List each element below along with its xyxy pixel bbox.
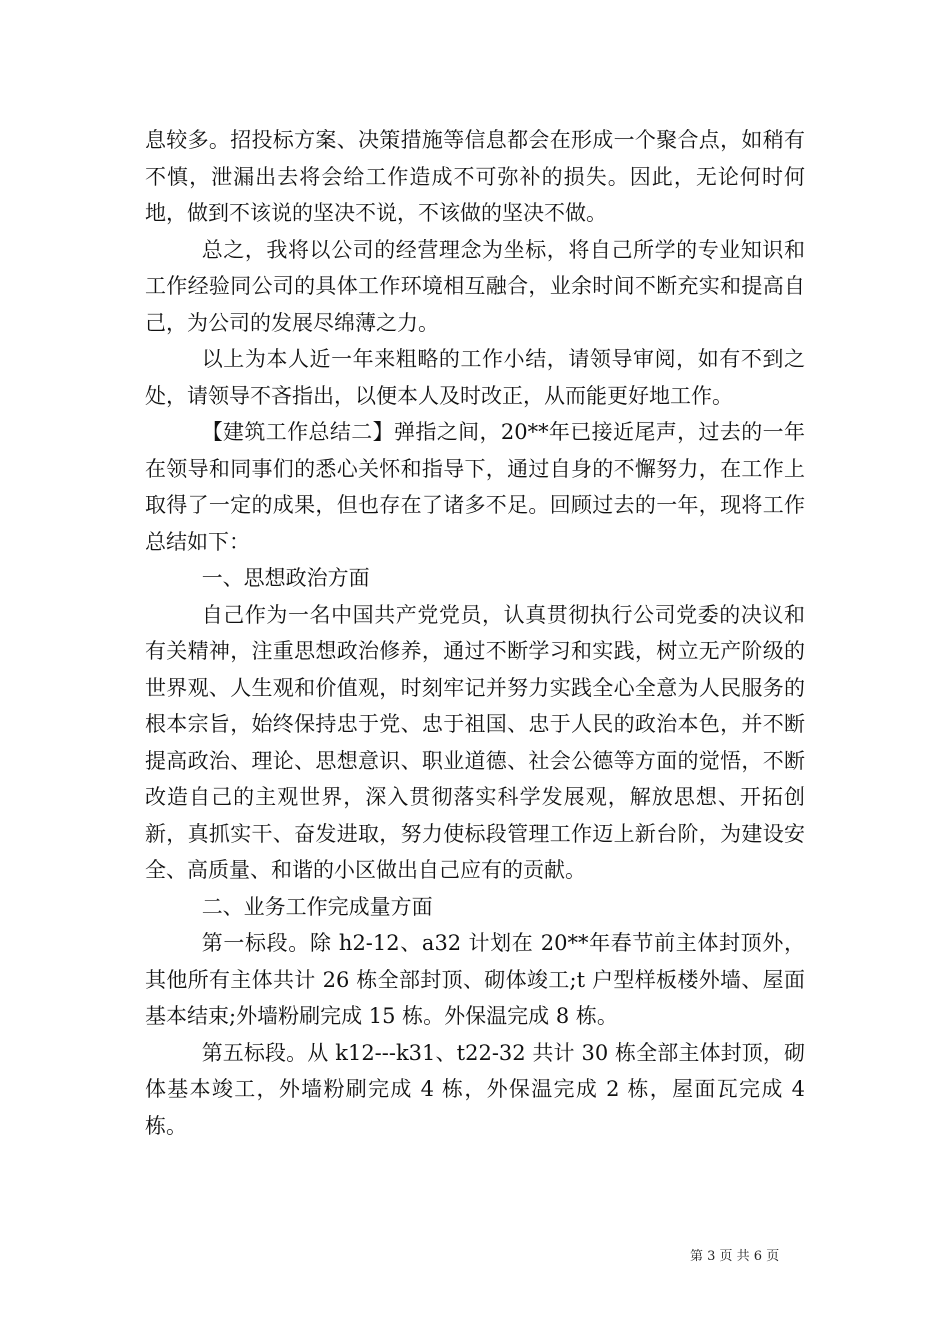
page-number: 第 3 页 共 6 页 [690, 1249, 780, 1264]
section-heading-2: 二、业务工作完成量方面 [201, 894, 433, 919]
paragraph-p2: 总之，我将以公司的经营理念为坐标，将自己所学的专业知识和工作经验同公司的具体工作环境相互融合，业余时间不断充实和提高自己，为公司的发展尽绵薄之力。 [145, 237, 805, 335]
paragraph-p1: 息较多。招投标方案、决策措施等信息都会在形成一个聚合点，如稍有不慎，泄漏出去将会给工作造成不可弥补的损失。因此，无论何时何地，做到不该说的坚决不说，不该做的坚决不做。 [145, 128, 805, 225]
paragraph-p3: 以上为本人近一年来粗略的工作小结，请领导审阅，如有不到之处，请领导不吝指出，以便本人及时改正，从而能更好地工作。 [145, 347, 805, 408]
document-body [145, 122, 805, 1144]
section-heading-1: 一、思想政治方面 [201, 566, 370, 590]
paragraph-p5: 自己作为一名中国共产党党员，认真贯彻执行公司党委的决议和有关精神，注重思想政治修养，通过不断学习和实践，树立无产阶级的世界观、人生观和价值观，时刻牢记并努力实践全心全意为人民服务的根本宗旨，始终保持忠于党、忠于祖国、忠于人民的政治本色，并不断提高政治、理论、思想意识、职业道德、社会公德等方面的觉悟，不断改造自己的主观世界，深入贯彻落实科学发展观，解放思想、开拓创新，真抓实干、奋发进取，努力使标段管理工作迈上新台阶，为建设安全、高质量、和谐的小区做出自己应有的贡献。 [145, 602, 805, 882]
paragraph-p4: 【建筑工作总结二】弹指之间，20**年已接近尾声，过去的一年在领导和同事们的悉心关怀和指导下，通过自身的不懈努力，在工作上取得了一定的成果，但也存在了诸多不足。回顾过去的一年，现将工作总结如下： [145, 420, 805, 554]
paragraph-p6: 第一标段。除 h2-12、a32 计划在 20**年春节前主体封顶外，其他所有主体共计 26 栋全部封顶、砌体竣工;t 户型样板楼外墙、屋面基本结束;外墙粉刷完成 15 栋。外保温完成 8 栋。 [145, 931, 805, 1028]
paragraph-p7: 第五标段。从 k12---k31、t22-32 共计 30 栋全部主体封顶，砌体基本竣工，外墙粉刷完成 4 栋，外保温完成 2 栋，屋面瓦完成 4 栋。 [145, 1040, 805, 1138]
